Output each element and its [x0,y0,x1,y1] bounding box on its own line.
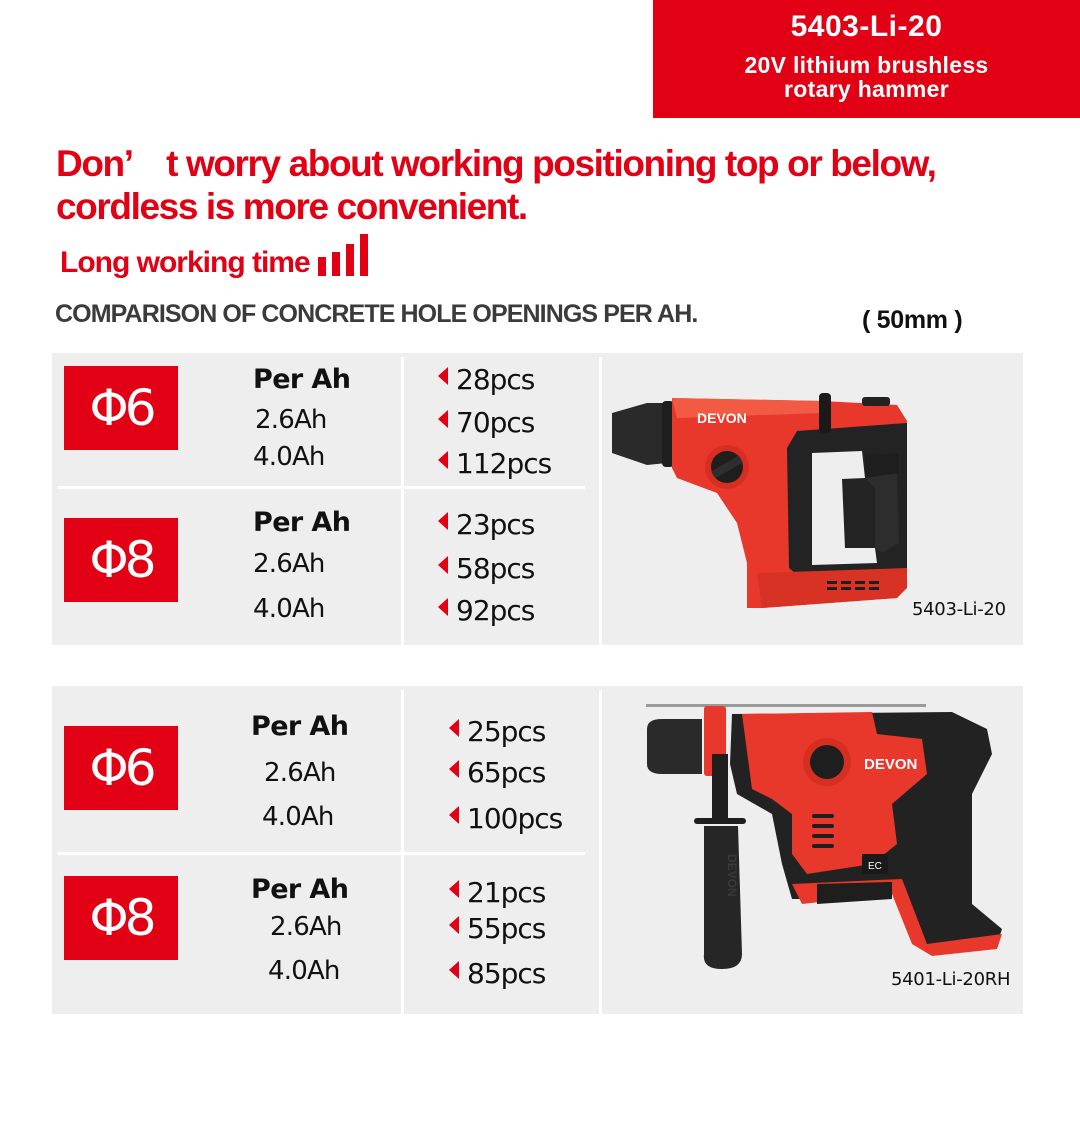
svg-text:EC: EC [868,861,882,872]
rotary-hammer-with-side-handle-image [642,694,1012,974]
product-model-label: 5401-Li-20RH [891,969,1011,990]
battery-label: 2.6Ah [270,912,342,942]
triangle-left-icon [438,512,448,530]
product-model-label: 5403-Li-20 [912,599,1006,620]
section-title: COMPARISON OF CONCRETE HOLE OPENINGS PER AH. [55,300,698,328]
battery-label: 4.0Ah [253,594,325,624]
value-item: 21pcs [449,876,545,909]
diameter-badge: Φ8 [64,876,178,960]
comparison-panel-5401 [52,686,1023,1014]
headline-line2: cordless is more convenient. [56,186,527,227]
column-divider [599,690,602,1014]
svg-text:DEVON: DEVON [864,756,918,773]
value-item: 55pcs [449,912,545,945]
value-item: 100pcs [449,802,562,835]
column-divider [401,357,404,645]
triangle-left-icon [449,961,459,979]
value-item: 28pcs [438,363,534,396]
battery-label: 2.6Ah [255,405,327,435]
comparison-panel-5403 [52,353,1023,645]
row-divider [58,486,585,489]
per-ah-label: Per Ah [253,364,351,395]
banner-subtitle-line2: rotary hammer [784,76,949,102]
section-unit: ( 50mm ) [862,306,963,334]
battery-label: 2.6Ah [253,549,325,579]
per-ah-label: Per Ah [251,874,349,905]
banner-model: 5403-Li-20 [790,10,943,43]
triangle-left-icon [438,367,448,385]
triangle-left-icon [449,760,459,778]
value-item: 92pcs [438,594,534,627]
value-item: 65pcs [449,756,545,789]
svg-text:DEVON: DEVON [697,410,747,426]
battery-label: 4.0Ah [268,956,340,986]
per-ah-label: Per Ah [251,711,349,742]
diameter-badge: Φ6 [64,366,178,450]
battery-label: 4.0Ah [253,442,325,472]
triangle-left-icon [449,806,459,824]
row-divider [58,852,585,855]
column-divider [599,357,602,645]
triangle-left-icon [438,598,448,616]
value-item: 85pcs [449,957,545,990]
tagline [60,240,368,280]
diameter-badge: Φ6 [64,726,178,810]
per-ah-label: Per Ah [253,507,351,538]
tagline-text: Long working time [60,246,310,279]
triangle-left-icon [438,556,448,574]
value-item: 70pcs [438,406,534,439]
triangle-left-icon [449,719,459,737]
model-banner [653,0,1080,118]
headline-line1: Don’ t worry about working positioning top or below, [56,143,936,184]
triangle-left-icon [438,451,448,469]
value-item: 23pcs [438,508,534,541]
signal-bars-icon [318,232,368,280]
battery-label: 2.6Ah [264,758,336,788]
headline [56,142,1066,228]
value-item: 112pcs [438,447,551,480]
value-item: 58pcs [438,552,534,585]
battery-label: 4.0Ah [262,802,334,832]
banner-subtitle [653,53,1080,101]
compact-rotary-hammer-image [607,383,947,613]
value-item: 25pcs [449,715,545,748]
svg-text:DEVON: DEVON [725,854,739,897]
triangle-left-icon [438,410,448,428]
triangle-left-icon [449,916,459,934]
banner-subtitle-line1: 20V lithium brushless [744,52,989,78]
diameter-badge: Φ8 [64,518,178,602]
triangle-left-icon [449,880,459,898]
